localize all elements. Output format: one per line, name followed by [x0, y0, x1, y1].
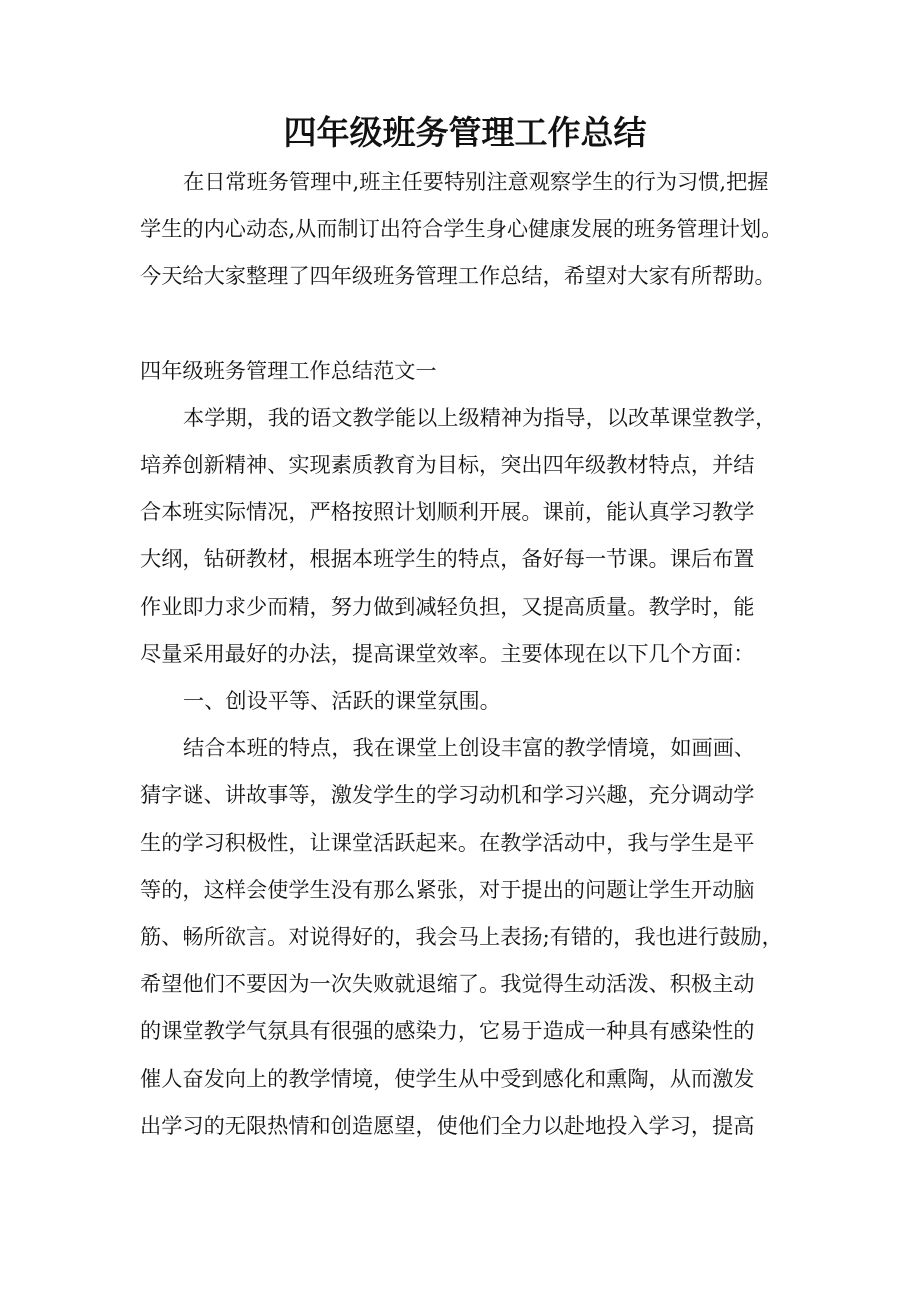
- text-line: 培养创新精神、实现素质教育为目标，突出四年级教材特点，并结: [140, 452, 755, 478]
- paragraph-1: [140, 394, 790, 677]
- text-line: 催人奋发向上的教学情境，使学生从中受到感化和熏陶，从而激发: [140, 1065, 755, 1091]
- text-line: 出学习的无限热情和创造愿望，使他们全力以赴地投入学习，提高: [140, 1112, 755, 1138]
- spacer: [140, 300, 790, 347]
- text-line: 合本班实际情况，严格按照计划顺利开展。课前，能认真学习教学: [140, 499, 755, 525]
- section-heading-block: [140, 347, 790, 394]
- text-line: 在日常班务管理中,班主任要特别注意观察学生的行为习惯,把握: [183, 169, 769, 194]
- text-line: 筋、畅所欲言。对说得好的，我会马上表扬;有错的，我也进行鼓励，: [140, 924, 783, 950]
- text-line: 生的学习积极性，让课堂活跃起来。在教学活动中，我与学生是平: [140, 829, 755, 855]
- text-line: 作业即力求少而精，努力做到减轻负担，又提高质量。教学时，能: [140, 593, 755, 619]
- text-line: 尽量采用最好的办法，提高课堂效率。主要体现在以下几个方面：: [140, 640, 755, 666]
- document-title: 四年级班务管理工作总结: [283, 113, 647, 152]
- paragraph-2: [140, 724, 790, 1149]
- intro-paragraph: [140, 158, 790, 300]
- text-line: 希望他们不要因为一次失败就退缩了。我觉得生动活泼、积极主动: [140, 971, 755, 997]
- text-line: 本学期，我的语文教学能以上级精神为指导，以改革课堂教学，: [183, 404, 777, 430]
- subheading-block: [140, 677, 790, 724]
- text-line: 猜字谜、讲故事等，激发学生的学习动机和学习兴趣，充分调动学: [140, 782, 755, 808]
- text-line: 学生的内心动态,从而制订出符合学生身心健康发展的班务管理计划。: [140, 216, 783, 242]
- section-heading: 四年级班务管理工作总结范文一: [140, 357, 437, 383]
- text-line: 的课堂教学气氛具有很强的感染力，它易于造成一种具有感染性的: [140, 1018, 755, 1044]
- text-line: 今天给大家整理了四年级班务管理工作总结，希望对大家有所帮助。: [140, 263, 776, 289]
- text-line: 等的，这样会使学生没有那么紧张，对于提出的问题让学生开动脑: [140, 876, 755, 902]
- text-line: 结合本班的特点，我在课堂上创设丰富的教学情境，如画画、: [183, 735, 756, 761]
- subheading: 一、创设平等、活跃的课堂氛围。: [183, 688, 501, 714]
- text-line: 大纲，钻研教材，根据本班学生的特点，备好每一节课。课后布置: [140, 546, 755, 572]
- document-page: [140, 108, 790, 1149]
